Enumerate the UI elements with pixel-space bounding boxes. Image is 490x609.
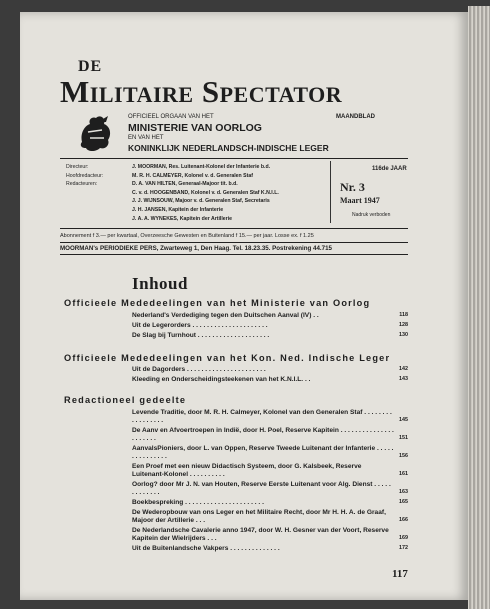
- toc-entry-page: 161: [399, 470, 408, 477]
- rule-pub-top: [60, 242, 408, 243]
- section-heading: Officieele Mededeelingen van het Ministerie van Oorlog: [64, 298, 371, 308]
- toc-entry-page: 142: [399, 366, 408, 372]
- staff-name: J. A. A. WYNEKES, Kapitein der Artillerie: [132, 215, 233, 222]
- toc-entry-page: 130: [399, 332, 408, 338]
- toc-entry: [132, 427, 408, 442]
- toc-entry: [132, 445, 408, 460]
- toc-entry-page: 163: [399, 488, 408, 495]
- toc-entry-title: De Wederopbouw van ons Leger en het Militaire Recht, door Mr H. H. A. de Graaf, Majoor der Artillerie . . .: [132, 509, 386, 524]
- staff-name: M. R. H. CALMEYER, Kolonel v. d. Generalen Staf: [132, 172, 253, 179]
- toc-entry-page: 143: [399, 376, 408, 382]
- toc-entry-title: Kleeding en Onderscheidingsteekenen van het K.N.I.L. . .: [132, 376, 311, 383]
- staff-name: C. v. d. HOOGENBAND, Kolonel v. d. Generalen Staf K.N.I.L.: [132, 189, 279, 196]
- toc-entry-title: Uit de Buitenlandsche Vakpers . . . . . . . . . . . . . .: [132, 545, 280, 552]
- toc-entry-title: Uit de Legerorders . . . . . . . . . . . . . . . . . . . . .: [132, 322, 268, 329]
- toc-entry-title: De Nederlandsche Cavalerie anno 1947, door W. H. Gesner van der Voort, Reserve Kapitein der Wielrijders . . .: [132, 527, 389, 542]
- toc-entry: [132, 312, 408, 320]
- toc-entry: [132, 509, 408, 524]
- toc-entry-title: AanvalsPioniers, door L. van Oppen, Reserve Tweede Luitenant der Infanterie . . . . . . . . . . . . . . .: [132, 445, 394, 460]
- lion-crest-icon: [76, 112, 114, 154]
- staff-name: J. H. JANSEN, Kapitein der Infanterie: [132, 207, 224, 213]
- page-number: 117: [392, 568, 408, 580]
- maandblad: MAANDBLAD: [336, 114, 375, 120]
- rule-top: [60, 158, 408, 159]
- issue-month: Maart 1947: [340, 196, 380, 205]
- toc-entry-page: 151: [399, 434, 408, 441]
- officieel-orgaan: OFFICIEEL ORGAAN VAN HET: [128, 114, 214, 120]
- staff-role: Hoofdredacteur:: [66, 172, 104, 179]
- staff-name: D. A. VAN HILTEN, Generaal-Majoor tit. b.d.: [132, 181, 238, 188]
- toc-entry-title: Nederland's Verdediging tegen den Duitschen Aanval (IV) . .: [132, 312, 319, 319]
- issue-number: Nr. 3: [340, 180, 365, 194]
- toc-entry: [132, 481, 408, 496]
- contents-title: Inhoud: [132, 274, 188, 293]
- staff-name: J. MOORMAN, Res. Luitenant-Kolonel der Infanterie b.d.: [132, 164, 271, 170]
- toc-entry-page: 172: [399, 545, 408, 551]
- abonnement: Abonnement f 3.— per kwartaal, Overzeesche Gewesten en Buitenland f 15.— per jaar. Losse ex. f 1.25: [60, 233, 314, 239]
- toc-entry: [132, 322, 408, 330]
- toc-entry-page: 156: [399, 452, 408, 459]
- staff-name: J. J. WIJNSOUW, Majoor v. d. Generalen Staf, Secretaris: [132, 198, 270, 205]
- toc-entry-title: Levende Traditie, door M. R. H. Calmeyer, Kolonel van den Generalen Staf . . . . . . . . . . . . . . . . .: [132, 409, 392, 424]
- en-van-het: EN VAN HET: [128, 135, 164, 141]
- toc-entry-title: De Aanv en Afvoertroepen in Indië, door H. Poel, Reserve Kapitein . . . . . . . . . . . . . . . . . . . . . .: [132, 427, 394, 442]
- section-heading: Redactioneel gedeelte: [64, 395, 187, 405]
- toc-entry: [132, 545, 408, 553]
- toc-entry: [132, 409, 408, 424]
- toc-entry-title: Oorlog? door Mr J. N. van Houten, Reserve Eerste Luitenant voor Alg. Dienst . . . . . . . . . . . . .: [132, 481, 391, 496]
- staff-role: Redacteuren:: [66, 181, 98, 188]
- toc-entry-page: 166: [399, 516, 408, 523]
- knil: KONINKLIJK NEDERLANDSCH-INDISCHE LEGER: [128, 143, 329, 153]
- toc-entry: [132, 366, 408, 374]
- toc-entry: [132, 527, 408, 542]
- toc-entry: [132, 499, 408, 507]
- toc-entry-title: Uit de Dagorders . . . . . . . . . . . . . . . . . . . . . .: [132, 366, 266, 373]
- book-spine: [468, 6, 490, 609]
- staff-role: Directeur:: [66, 164, 89, 170]
- nadruk-verboden: Nadruk verboden: [352, 212, 391, 218]
- rule-pub-bottom: [60, 254, 408, 255]
- masthead-de: DE: [78, 58, 103, 75]
- toc-entry-title: Boekbespreking . . . . . . . . . . . . . . . . . . . . . .: [132, 499, 264, 506]
- masthead-title: Militaire Spectator: [60, 74, 343, 109]
- rule-mid: [60, 228, 408, 229]
- ministerie: MINISTERIE VAN OORLOG: [128, 122, 262, 134]
- toc-entry-page: 128: [399, 322, 408, 328]
- toc-entry-page: 169: [399, 534, 408, 541]
- toc-entry-title: De Slag bij Turnhout . . . . . . . . . . . . . . . . . . . .: [132, 332, 270, 339]
- issue-year: 116de JAAR: [372, 166, 407, 172]
- toc-entry: [132, 332, 408, 340]
- staff-divider: [330, 161, 331, 223]
- publisher-line: MOORMAN's PERIODIEKE PERS, Zwarteweg 1, Den Haag. Tel. 18.23.35. Postrekening 44.715: [60, 245, 332, 252]
- section-heading: Officieele Mededeelingen van het Kon. Ned. Indische Leger: [64, 353, 391, 363]
- toc-entry-page: 118: [399, 312, 408, 318]
- toc-entry-page: 145: [399, 416, 408, 423]
- toc-entry: [132, 376, 408, 384]
- toc-entry: [132, 463, 408, 478]
- toc-entry-title: Een Proef met een nieuw Didactisch Systeem, door G. Kalsbeek, Reserve Luitenant-Kolonel . . . . . . . . . .: [132, 463, 362, 478]
- toc-entry-page: 165: [399, 499, 408, 505]
